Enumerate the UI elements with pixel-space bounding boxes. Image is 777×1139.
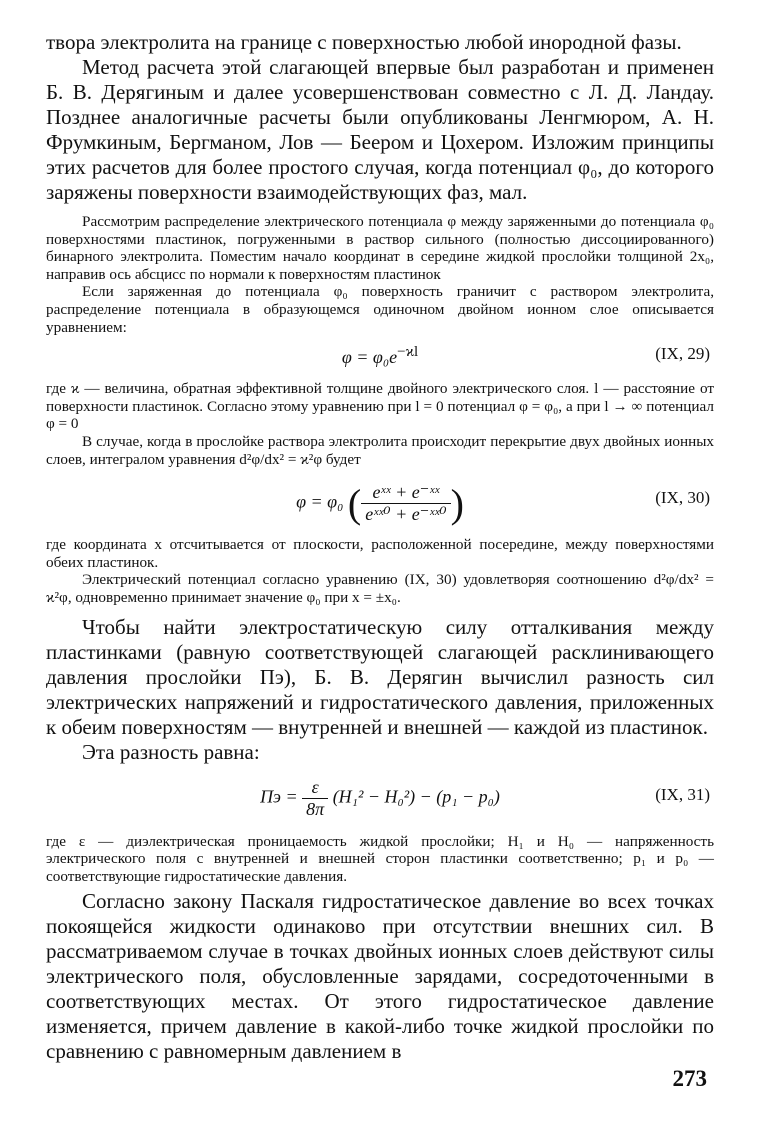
paragraph-2: Метод расчета этой слагающей впервые был разработан и применен Б. В. Дерягиным и далее усовершенствован совместно с Л. Д. Ландау. Позднее аналогичные расчеты были опубликованы Ленгмюром, А. Н. Фрумкиным, Бергманом, Лов — Беером и Цохером. Изложим принципы этих расчетов для более простого случая, когда потенциал φ₀, до которого заряжены поверхности взаимодействующих фаз, мал.: [46, 55, 714, 204]
small-paragraph-1: Рассмотрим распределение электрического потенциала φ между заряженными до потенциала φ₀ поверхностями пластинок, погруженными в раствор сильного (полностью диссоциированного) бинарного электролита. Поместим начало координат в середине жидкой прослойки толщиной 2x₀, направив ось абсцисс по нормали к поверхностям пластинок: [46, 213, 714, 283]
equation-ix-30: [46, 474, 714, 528]
small-paragraph-3: где ϰ — величина, обратная эффективной толщине двойного электрического слоя. l — расстояние от поверхности пластинок. Согласно этому уравнению при l = 0 потенциал φ = φ₀, а при l → ∞ потенциал φ = 0: [46, 380, 714, 433]
equation-number-31: (IX, 31): [655, 784, 710, 804]
page-body: [46, 30, 714, 1064]
eq30-fraction: [361, 482, 450, 525]
eq31-lhs: Πэ =: [260, 786, 298, 807]
page-number: 273: [672, 1066, 707, 1091]
equation-ix-29: [46, 342, 714, 372]
small-paragraph-5: где координата x отсчитывается от плоскости, расположенной посередине, между поверхностями обеих пластинок.: [46, 536, 714, 571]
equation-number-29: (IX, 29): [655, 344, 710, 364]
equation-number-30: (IX, 30): [655, 488, 710, 508]
paragraph-5: Согласно закону Паскаля гидростатическое давление во всех точках покоящейся жидкости одинаково при отсутствии внешних сил. В рассматриваемом случае в точках двойных ионных слоев действуют силы электрического поля, обусловленные зарядами, сосредоточенными в соответствующих местах. От этого гидростатическое давление изменяется, причем давление в какой-либо точке жидкой прослойки по сравнению с равномерным давлением в: [46, 889, 714, 1064]
paragraph-3: Чтобы найти электростатическую силу отталкивания между пластинками (равную соответствующей слагающей расклинивающего давления прослойки Πэ), Б. В. Дерягин вычислил разность сил электрических напряжений и гидростатического давления, приложенных к обеим поверхностям — внутренней и внешней — каждой из пластинок.: [46, 614, 714, 739]
eq31-denominator: 8π: [306, 798, 325, 819]
eq30-numerator: eˣˣ + e⁻ˣˣ: [361, 482, 450, 504]
eq31-rhs: (H₁² − H₀²) − (p₁ − p₀): [332, 786, 500, 807]
small-paragraph-4: В случае, когда в прослойке раствора электролита происходит перекрытие двух двойных ионных слоев, интегралом уравнения d²φ/dx² = ϰ²φ будет: [46, 432, 714, 468]
eq31-numerator: ε: [302, 777, 328, 799]
small-paragraph-2: Если заряженная до потенциала φ₀ поверхность граничит с раствором электролита, распределение потенциала в образующемся одиночном двойном ионном слое описывается уравнением:: [46, 283, 714, 336]
paragraph-4: Эта разность равна:: [82, 739, 260, 764]
left-paren-icon: (: [347, 481, 362, 527]
right-paren-icon: ): [450, 481, 464, 527]
paragraph-1: твора электролита на границе с поверхностью любой инородной фазы.: [46, 30, 682, 54]
eq30-lhs: φ = φ₀: [296, 491, 344, 512]
eq30-denominator: eˣˣ⁰ + e⁻ˣˣ⁰: [365, 504, 447, 525]
eq31-fraction: [302, 777, 328, 820]
eq29-exponent: −ϰl: [397, 344, 419, 361]
equation-ix-31: [46, 771, 714, 825]
small-paragraph-7: где ε — диэлектрическая проницаемость жидкой прослойки; H₁ и H₀ — напряженность электрического поля с внутренней и внешней сторон пластинки соответственно; p₁ и p₀ — соответствующие гидростатические давления.: [46, 832, 714, 885]
eq29-lhs: φ = φ₀e: [341, 347, 398, 368]
small-paragraph-6: Электрический потенциал согласно уравнению (IX, 30) удовлетворяя соотношению d²φ/dx² = ϰ²φ, одновременно принимает значение φ₀ при x = ±x₀.: [46, 571, 714, 606]
